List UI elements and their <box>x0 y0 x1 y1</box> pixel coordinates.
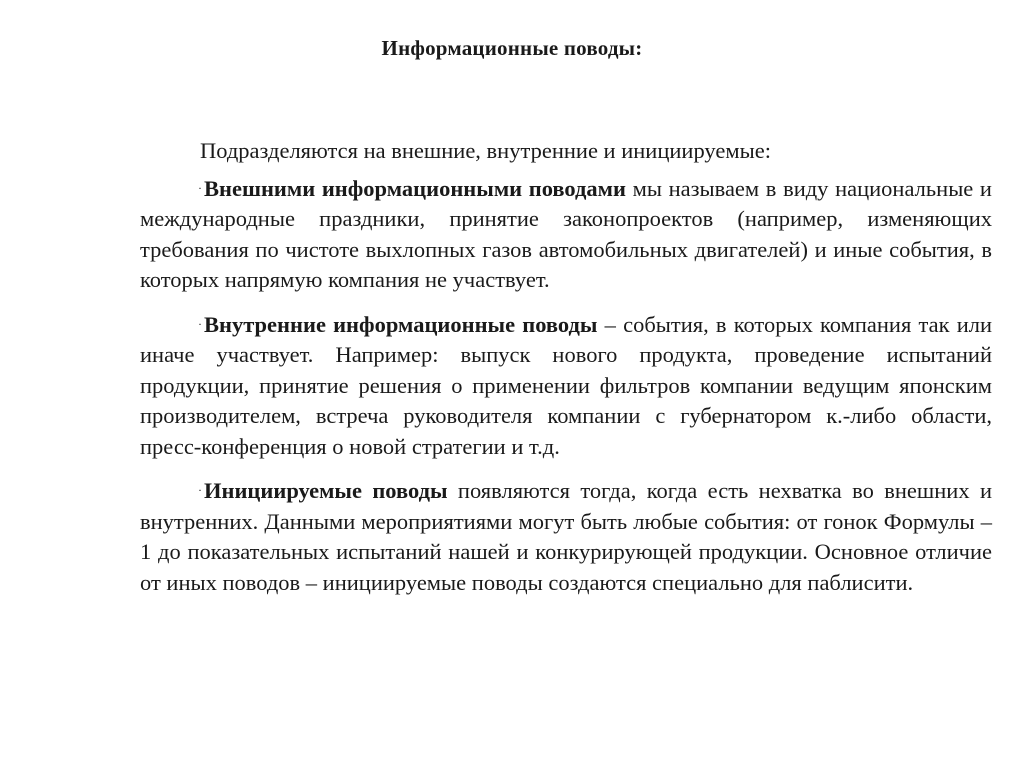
paragraph-text: мы называем в виду национальные и международные праздники, принятие законопроектов (например, изменяющих требования по чистоте выхлопных газов автомобильных двигателей) и иные события, в которых напрямую компания не участвует. <box>140 175 992 292</box>
intro-text: Подразделяются на внешние, внутренние и инициируемые: <box>200 138 771 163</box>
paragraph-term: Внешними информационными поводами <box>204 175 626 201</box>
paragraph-term: Инициируемые поводы <box>204 478 448 503</box>
paragraph-initiated <box>140 475 992 598</box>
paragraph-text: появляются тогда, когда есть нехватка во внешних и внутренних. Данными мероприятиями могут быть любые события: от гонок Формулы – 1 до показательных испытаний нашей и конкурирующей продукции. Основное отличие от иных поводов – инициируемые поводы создаются специально для паблисити. <box>140 478 992 595</box>
paragraph-term: Внутренние информационные поводы <box>204 311 598 337</box>
paragraph-text: – события, в которых компания так или иначе участвует. Например: выпуск нового продукта, проведение испытаний продукции, принятие решения о применении фильтров компании ведущим японским производителем, встреча руководителя компании с губернатором к.-либо области, пресс-конференция о новой стратегии и т.д. <box>140 311 992 459</box>
bullet-icon: · <box>198 316 202 331</box>
bullet-icon: · <box>198 483 202 497</box>
paragraph-internal <box>140 309 992 463</box>
paragraph-external <box>140 173 992 296</box>
bullet-icon: · <box>198 180 202 195</box>
page-title: Информационные поводы: <box>381 36 643 60</box>
slide-body <box>140 136 992 611</box>
